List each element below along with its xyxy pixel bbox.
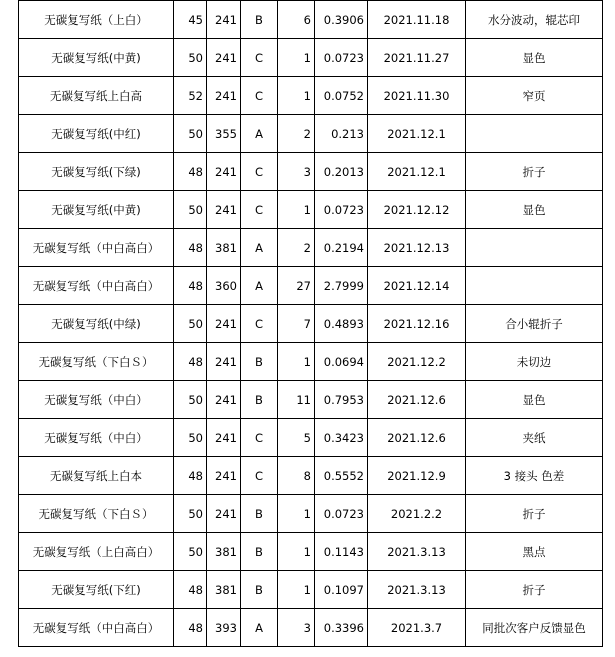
cell-note: 折子 (466, 571, 603, 609)
cell-product-name: 无碳复写纸上白本 (19, 457, 174, 495)
cell-product-name: 无碳复写纸(中黄) (19, 191, 174, 229)
cell-quantity: 3 (278, 609, 315, 647)
cell-date: 2021.12.6 (368, 381, 466, 419)
cell-date: 2021.3.13 (368, 533, 466, 571)
cell-note (466, 229, 603, 267)
cell-note: 显色 (466, 191, 603, 229)
cell-width: 50 (174, 533, 207, 571)
cell-product-name: 无碳复写纸上白高 (19, 77, 174, 115)
cell-note: 未切边 (466, 343, 603, 381)
cell-width: 52 (174, 77, 207, 115)
cell-date: 2021.12.1 (368, 115, 466, 153)
cell-product-name: 无碳复写纸(下红) (19, 571, 174, 609)
cell-quantity: 27 (278, 267, 315, 305)
cell-grade: A (241, 115, 278, 153)
table-row (19, 495, 603, 533)
cell-note: 夹纸 (466, 419, 603, 457)
cell-quantity: 2 (278, 115, 315, 153)
cell-height: 355 (207, 115, 241, 153)
table-row (19, 571, 603, 609)
cell-quantity: 1 (278, 571, 315, 609)
cell-date: 2021.11.27 (368, 39, 466, 77)
cell-width: 48 (174, 267, 207, 305)
cell-date: 2021.11.18 (368, 1, 466, 39)
table-row (19, 533, 603, 571)
cell-height: 241 (207, 305, 241, 343)
cell-height: 360 (207, 267, 241, 305)
cell-note (466, 115, 603, 153)
cell-width: 50 (174, 191, 207, 229)
cell-grade: B (241, 495, 278, 533)
cell-date: 2021.2.2 (368, 495, 466, 533)
cell-weight: 0.0723 (315, 495, 368, 533)
cell-product-name: 无碳复写纸(下绿) (19, 153, 174, 191)
cell-height: 241 (207, 343, 241, 381)
cell-grade: C (241, 457, 278, 495)
cell-date: 2021.3.7 (368, 609, 466, 647)
cell-note: 3 接头 色差 (466, 457, 603, 495)
cell-weight: 0.0752 (315, 77, 368, 115)
cell-height: 241 (207, 1, 241, 39)
cell-date: 2021.11.30 (368, 77, 466, 115)
cell-note: 同批次客户反馈显色 (466, 609, 603, 647)
cell-weight: 2.7999 (315, 267, 368, 305)
cell-grade: B (241, 571, 278, 609)
cell-quantity: 11 (278, 381, 315, 419)
cell-weight: 0.2013 (315, 153, 368, 191)
table-row (19, 1, 603, 39)
cell-date: 2021.12.14 (368, 267, 466, 305)
cell-height: 241 (207, 419, 241, 457)
cell-width: 48 (174, 343, 207, 381)
cell-grade: C (241, 305, 278, 343)
cell-note: 水分波动，辊芯印 (466, 1, 603, 39)
cell-weight: 0.0694 (315, 343, 368, 381)
cell-grade: C (241, 419, 278, 457)
cell-date: 2021.12.12 (368, 191, 466, 229)
cell-height: 241 (207, 457, 241, 495)
cell-quantity: 1 (278, 39, 315, 77)
table-row (19, 343, 603, 381)
cell-grade: C (241, 39, 278, 77)
cell-height: 241 (207, 381, 241, 419)
cell-grade: C (241, 153, 278, 191)
cell-width: 50 (174, 419, 207, 457)
cell-product-name: 无碳复写纸（中白高白） (19, 267, 174, 305)
cell-width: 50 (174, 305, 207, 343)
cell-width: 45 (174, 1, 207, 39)
cell-product-name: 无碳复写纸（中白） (19, 381, 174, 419)
cell-date: 2021.12.13 (368, 229, 466, 267)
table-row (19, 115, 603, 153)
cell-product-name: 无碳复写纸（中白高白） (19, 229, 174, 267)
cell-weight: 0.3423 (315, 419, 368, 457)
cell-width: 50 (174, 495, 207, 533)
cell-note: 显色 (466, 39, 603, 77)
table-body (19, 1, 603, 647)
cell-height: 381 (207, 533, 241, 571)
cell-grade: B (241, 343, 278, 381)
paper-defect-table (18, 0, 603, 647)
cell-weight: 0.1143 (315, 533, 368, 571)
cell-product-name: 无碳复写纸(中红) (19, 115, 174, 153)
cell-quantity: 5 (278, 419, 315, 457)
table-row (19, 267, 603, 305)
cell-product-name: 无碳复写纸（下白Ｓ） (19, 495, 174, 533)
cell-product-name: 无碳复写纸（中白高白） (19, 609, 174, 647)
cell-width: 50 (174, 39, 207, 77)
cell-product-name: 无碳复写纸（中白） (19, 419, 174, 457)
cell-height: 381 (207, 571, 241, 609)
cell-height: 241 (207, 495, 241, 533)
table-row (19, 457, 603, 495)
cell-width: 50 (174, 381, 207, 419)
table-row (19, 229, 603, 267)
cell-weight: 0.4893 (315, 305, 368, 343)
cell-height: 241 (207, 39, 241, 77)
cell-quantity: 6 (278, 1, 315, 39)
cell-weight: 0.1097 (315, 571, 368, 609)
cell-product-name: 无碳复写纸(中绿) (19, 305, 174, 343)
cell-width: 48 (174, 571, 207, 609)
cell-grade: B (241, 533, 278, 571)
cell-weight: 0.3396 (315, 609, 368, 647)
cell-height: 241 (207, 77, 241, 115)
cell-grade: A (241, 229, 278, 267)
cell-note: 折子 (466, 495, 603, 533)
table-row (19, 39, 603, 77)
cell-note: 显色 (466, 381, 603, 419)
cell-quantity: 7 (278, 305, 315, 343)
cell-weight: 0.0723 (315, 39, 368, 77)
cell-date: 2021.12.16 (368, 305, 466, 343)
table-row (19, 153, 603, 191)
cell-grade: A (241, 609, 278, 647)
cell-weight: 0.2194 (315, 229, 368, 267)
cell-quantity: 1 (278, 191, 315, 229)
cell-quantity: 1 (278, 343, 315, 381)
cell-note: 窄页 (466, 77, 603, 115)
cell-note: 黑点 (466, 533, 603, 571)
cell-grade: C (241, 77, 278, 115)
cell-product-name: 无碳复写纸(中黄) (19, 39, 174, 77)
table-row (19, 191, 603, 229)
cell-quantity: 1 (278, 495, 315, 533)
cell-note (466, 267, 603, 305)
cell-quantity: 2 (278, 229, 315, 267)
cell-width: 48 (174, 229, 207, 267)
cell-grade: A (241, 267, 278, 305)
cell-grade: B (241, 1, 278, 39)
table-row (19, 419, 603, 457)
cell-height: 393 (207, 609, 241, 647)
cell-weight: 0.5552 (315, 457, 368, 495)
table-row (19, 609, 603, 647)
cell-quantity: 3 (278, 153, 315, 191)
cell-product-name: 无碳复写纸（上白） (19, 1, 174, 39)
cell-width: 48 (174, 457, 207, 495)
cell-date: 2021.12.1 (368, 153, 466, 191)
table-row (19, 77, 603, 115)
table-row (19, 381, 603, 419)
cell-weight: 0.0723 (315, 191, 368, 229)
table-row (19, 305, 603, 343)
cell-note: 合小辊折子 (466, 305, 603, 343)
cell-width: 48 (174, 153, 207, 191)
cell-date: 2021.12.9 (368, 457, 466, 495)
cell-date: 2021.12.2 (368, 343, 466, 381)
cell-weight: 0.3906 (315, 1, 368, 39)
cell-height: 241 (207, 153, 241, 191)
cell-date: 2021.12.6 (368, 419, 466, 457)
cell-grade: C (241, 191, 278, 229)
cell-product-name: 无碳复写纸（上白高白） (19, 533, 174, 571)
cell-quantity: 8 (278, 457, 315, 495)
cell-product-name: 无碳复写纸（下白Ｓ） (19, 343, 174, 381)
cell-width: 48 (174, 609, 207, 647)
cell-width: 50 (174, 115, 207, 153)
cell-weight: 0.213 (315, 115, 368, 153)
cell-grade: B (241, 381, 278, 419)
cell-quantity: 1 (278, 533, 315, 571)
cell-note: 折子 (466, 153, 603, 191)
cell-date: 2021.3.13 (368, 571, 466, 609)
cell-height: 381 (207, 229, 241, 267)
cell-quantity: 1 (278, 77, 315, 115)
cell-weight: 0.7953 (315, 381, 368, 419)
cell-height: 241 (207, 191, 241, 229)
